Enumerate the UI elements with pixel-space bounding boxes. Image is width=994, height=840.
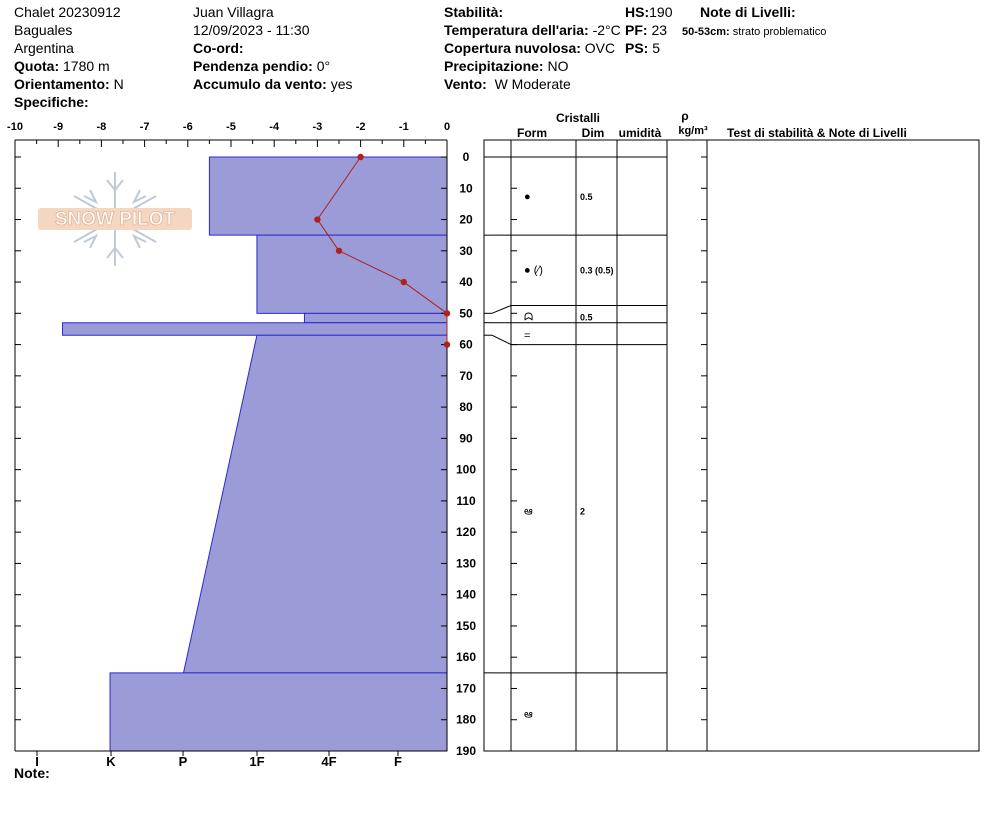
ps-label: PS: <box>625 40 649 56</box>
depth-tick-label: 70 <box>459 368 473 383</box>
table-frame <box>484 140 979 751</box>
wind-loading-value: yes <box>330 76 353 92</box>
temp-tick-label: -6 <box>182 121 193 133</box>
country: Argentina <box>14 40 74 56</box>
size-header: Dim <box>581 126 605 140</box>
temp-point <box>336 248 342 254</box>
depth-tick-label: 150 <box>455 618 477 633</box>
temp-tick-label: -7 <box>139 121 150 133</box>
density-header: kg/m³ <box>678 125 708 137</box>
tests-header: Test di stabilità & Note di Livelli <box>727 126 907 140</box>
note-label: Note: <box>14 765 50 781</box>
hardness-tick-label: 4F <box>321 754 337 769</box>
hardness-axis <box>35 751 402 769</box>
temp-tick-label: -1 <box>398 121 409 133</box>
depth-tick-label: 190 <box>455 744 477 758</box>
depth-tick-label: 60 <box>459 337 473 352</box>
hardness-layer-bar <box>257 235 447 313</box>
depth-tick-label: 170 <box>455 681 477 696</box>
hardness-tick-label: I <box>35 754 39 769</box>
temp-tick-label: -3 <box>312 121 323 133</box>
temp-tick-label: -5 <box>226 121 236 133</box>
crystal-form: ● (⁄) <box>524 264 543 277</box>
air-temp-value: -2°C <box>592 22 621 38</box>
coord-label: Co-ord: <box>193 40 244 56</box>
layer-note-text: strato problematico <box>732 26 827 38</box>
sky-value: OVC <box>584 40 616 56</box>
hardness-layer-bar <box>183 335 447 673</box>
hardness-tick-label: F <box>394 754 402 769</box>
hs-value: 190 <box>649 4 673 20</box>
wind-label: Vento: <box>444 76 487 92</box>
depth-tick-label: 90 <box>459 431 473 446</box>
wetness-header: umidità <box>618 126 662 140</box>
depth-tick-label: 20 <box>459 212 473 227</box>
ps-value: 5 <box>652 40 661 56</box>
snowpilot-logo <box>38 172 192 266</box>
hardness-layer-bar <box>304 313 447 322</box>
crystal-size: 2 <box>580 506 586 517</box>
pf-label: PF: <box>625 22 648 38</box>
hardness-tick-label: P <box>178 754 188 769</box>
depth-tick-label: 0 <box>462 150 470 164</box>
temp-tick-label: -8 <box>96 121 107 133</box>
elevation-value: 1780 m <box>63 58 110 74</box>
hardness-layer-bar <box>209 157 447 235</box>
wind-value: W Moderate <box>494 76 571 92</box>
form-header: Form <box>517 126 547 140</box>
rho-header: ρ <box>681 109 689 123</box>
depth-tick-label: 180 <box>455 712 477 727</box>
site-name: Chalet 20230912 <box>14 4 121 20</box>
hardness-layer-bar <box>63 323 447 336</box>
air-temp-label: Temperatura dell'aria: <box>444 22 589 38</box>
temp-point <box>444 341 450 347</box>
hardness-layer-bar <box>110 673 447 751</box>
table-connector-slant <box>492 335 511 344</box>
depth-tick-label: 10 <box>459 181 473 196</box>
layer-table <box>484 109 979 751</box>
crystal-form: ఆ <box>524 505 533 518</box>
layer-note-depth: 50-53cm: <box>682 26 730 38</box>
crystals-header: Cristalli <box>555 111 601 125</box>
hardness-tick-label: 1F <box>249 754 265 769</box>
precip-label: Precipitazione: <box>444 58 544 74</box>
aspect-value: N <box>113 76 124 92</box>
depth-tick-label: 30 <box>459 243 473 258</box>
depth-tick-label: 160 <box>455 650 477 665</box>
depth-tick-label: 40 <box>459 275 473 290</box>
hardness-profile <box>63 157 447 751</box>
slope-value: 0° <box>316 58 331 74</box>
crystal-size: 0.5 <box>580 312 593 323</box>
temp-point <box>401 279 407 285</box>
temp-tick-label: -2 <box>355 121 366 133</box>
pf-value: 23 <box>651 22 668 38</box>
table-connector-slant <box>492 306 511 314</box>
datetime: 12/09/2023 - 11:30 <box>193 22 310 38</box>
crystal-form: ఆ <box>524 708 533 721</box>
crystal-size: 0.3 (0.5) <box>580 265 614 276</box>
aspect-label: Orientamento: <box>14 76 110 92</box>
depth-tick-label: 140 <box>455 587 477 602</box>
slope-label: Pendenza pendio: <box>193 58 313 74</box>
depth-tick-label: 80 <box>459 400 473 415</box>
crystal-form: ● <box>524 191 531 204</box>
depth-tick-label: 100 <box>455 462 477 477</box>
hs-label: HS: <box>625 4 650 20</box>
wind-loading-label: Accumulo da vento: <box>193 76 327 92</box>
precip-value: NO <box>547 58 569 74</box>
depth-tick-label: 130 <box>455 556 477 571</box>
depth-tick-label: 120 <box>455 525 477 540</box>
stability-label: Stabilità: <box>444 4 504 20</box>
temp-point <box>357 154 363 160</box>
crystal-form: ᗣ <box>524 311 534 324</box>
temp-point <box>314 216 320 222</box>
temp-tick-label: 0 <box>443 121 451 133</box>
logo-text: SNOW PILOT <box>54 209 176 230</box>
temp-tick-label: -10 <box>7 121 23 133</box>
temp-point <box>444 310 450 316</box>
observer: Juan Villagra <box>193 4 274 20</box>
elevation-label: Quota: <box>14 58 60 74</box>
crystal-size: 0.5 <box>580 192 593 203</box>
depth-tick-label: 50 <box>459 306 473 321</box>
layer-notes-label: Note di Livelli: <box>700 4 796 20</box>
region: Baguales <box>14 22 73 38</box>
specifics-label: Specifiche: <box>14 94 89 110</box>
sky-label: Copertura nuvolosa: <box>444 40 581 56</box>
temp-tick-label: -9 <box>53 121 64 133</box>
crystal-form: = <box>524 330 531 343</box>
depth-tick-label: 110 <box>456 493 476 508</box>
hardness-tick-label: K <box>106 754 116 769</box>
temp-tick-label: -4 <box>269 121 280 133</box>
